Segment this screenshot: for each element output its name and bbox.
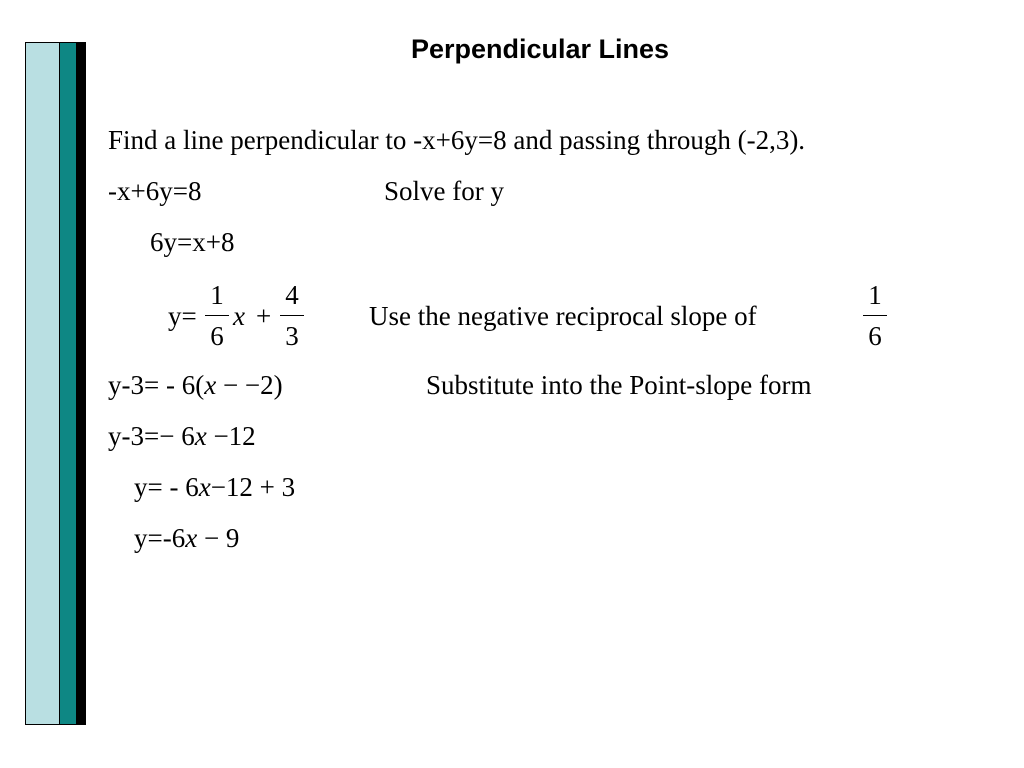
step4-rest: − −2) [216,370,283,400]
problem-statement: Find a line perpendicular to -x+6y=8 and passing through (-2,3). [108,125,806,155]
step2-expression: 6y=x+8 [150,227,235,257]
step7-variable: x [185,523,198,553]
step6-variable: x [198,472,211,502]
step5-lhs: y-3=− 6 [108,421,195,451]
fraction-numerator: 4 [285,280,299,310]
step3-fraction-4-3 [280,282,304,350]
step1-note: Solve for y [384,176,504,206]
step5-expression [108,423,256,450]
step3-lhs: y= [168,301,197,331]
step7-rest: − 9 [197,523,240,553]
fraction-numerator: 1 [868,280,882,310]
decorative-bar-black [76,42,86,725]
fraction-numerator: 1 [210,280,224,310]
step3-plus: + [256,301,272,331]
slide-title: Perpendicular Lines [410,34,670,64]
step4-lhs: y-3= - 6( [108,370,205,400]
step5-rest: −12 [206,421,256,451]
fraction-bar [280,315,304,316]
step6-rest: −12 + 3 [210,472,296,502]
step1-expression: -x+6y=8 [108,176,202,206]
step6-lhs: y= - 6 [134,472,199,502]
decorative-bar-light [25,42,60,725]
fraction-denominator: 6 [210,321,224,351]
fraction-bar [863,315,887,316]
fraction-denominator: 3 [285,321,299,351]
step7-lhs: y=-6 [134,523,186,553]
step3-note: Use the negative reciprocal slope of [369,301,757,331]
fraction-bar [205,315,229,316]
step3-fraction-1-6 [205,282,229,350]
step3-slope-fraction [863,282,887,350]
step5-variable: x [194,421,207,451]
step7-expression [134,525,239,552]
decorative-bar-teal [59,42,77,725]
step4-variable: x [204,370,217,400]
step6-expression [134,474,295,501]
step4-note: Substitute into the Point-slope form [426,370,812,400]
fraction-denominator: 6 [868,321,882,351]
step4-expression [108,372,283,399]
step3-variable: x [233,301,245,331]
